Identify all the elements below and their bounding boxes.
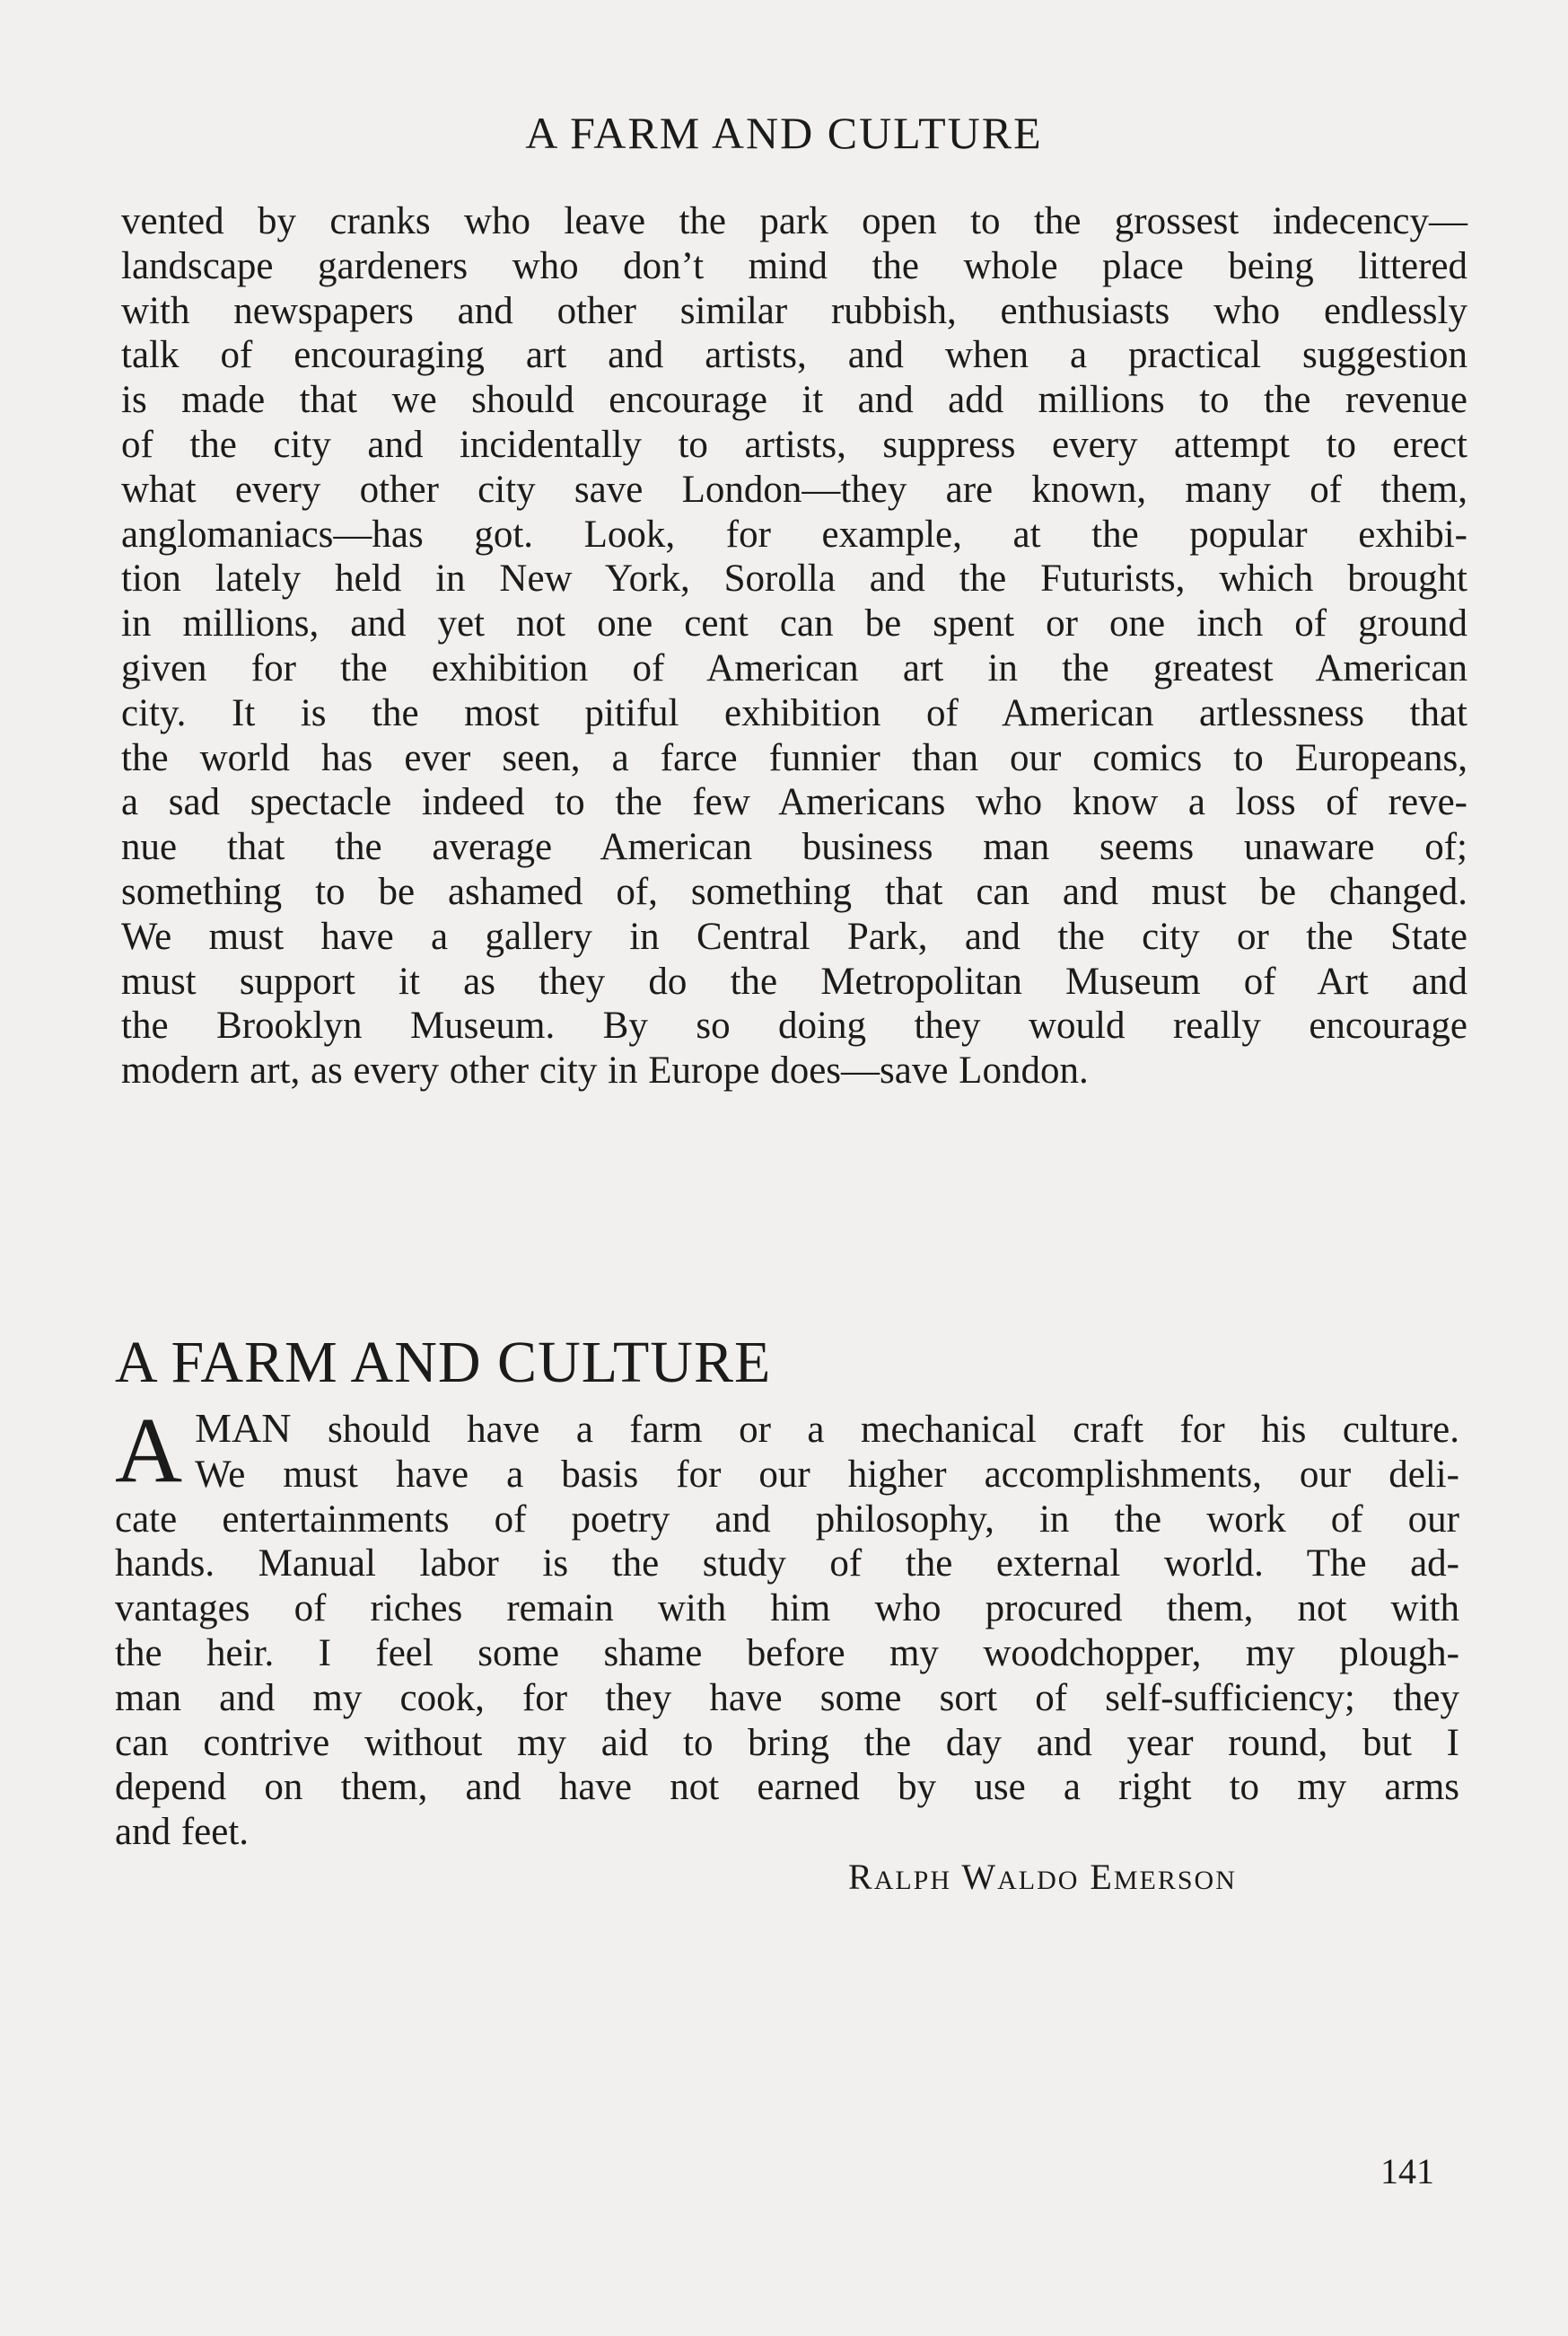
text-line: a sad spectacle indeed to the few Americans who know a loss of reve- (121, 781, 1467, 824)
text-line: the Brooklyn Museum. By so doing they would really encourage (121, 1005, 1467, 1048)
text-line-first (115, 1406, 1459, 1453)
author-last-initial: E (1090, 1857, 1114, 1897)
essay-text (115, 1399, 1459, 1855)
text-line: vantages of riches remain with him who procured them, not with (115, 1587, 1459, 1630)
author-first-initial: R (848, 1857, 874, 1897)
text-line: modern art, as every other city in Europe does—save London. (121, 1049, 1089, 1093)
continued-text (121, 199, 1467, 1093)
text-line: of the city and incidentally to artists, suppress every attempt to erect (121, 423, 1467, 466)
page-number: 141 (1380, 2151, 1434, 2191)
text-line: something to be ashamed of, something that can and must be changed. (121, 870, 1467, 913)
first-line-rest: should have a farm or a mechanical craft for his culture. (291, 1409, 1459, 1451)
running-head: A FARM AND CULTURE (525, 108, 1043, 158)
text-line: We must have a gallery in Central Park, and the city or the State (121, 915, 1467, 958)
author-attribution (848, 1855, 1237, 1903)
author-first-rest: ALPH (873, 1866, 952, 1895)
author-middle-rest: ALDO (997, 1866, 1080, 1895)
text-line: can contrive without my aid to bring the day and year round, but I (115, 1721, 1459, 1764)
drop-cap: A (115, 1399, 183, 1502)
text-line: the heir. I feel some shame before my woodchopper, my plough- (115, 1631, 1459, 1674)
text-line: nue that the average American business man seems unaware of; (121, 826, 1467, 869)
text-line: tion lately held in New York, Sorolla and the Futurists, which brought (121, 558, 1467, 601)
text-line: landscape gardeners who don’t mind the whole place being littered (121, 244, 1467, 287)
text-line: is made that we should encourage it and add millions to the revenue (121, 379, 1467, 422)
text-line: vented by cranks who leave the park open to the grossest indecency— (121, 200, 1467, 242)
text-line: must support it as they do the Metropolitan Museum of Art and (121, 960, 1467, 1003)
text-line: anglomaniacs—has got. Look, for example, at the popular exhibi- (121, 513, 1467, 556)
text-line: cate entertainments of poetry and philosophy, in the work of our (115, 1497, 1459, 1541)
text-line: We must have a basis for our higher accomplishments, our deli- (195, 1453, 1459, 1496)
text-line: in millions, and yet not one cent can be spent or one inch of ground (121, 602, 1467, 645)
text-line: and feet. (115, 1811, 250, 1854)
text-line: city. It is the most pitiful exhibition of American artlessness that (121, 691, 1467, 734)
text-line: talk of encouraging art and artists, and when a practical suggestion (121, 334, 1467, 377)
text-line: the world has ever seen, a farce funnier than our comics to Europeans, (121, 736, 1467, 779)
text-line: man and my cook, for they have some sort of self-sufficiency; they (115, 1676, 1459, 1719)
author-middle-initial: W (961, 1857, 998, 1897)
text-line: depend on them, and have not earned by use a right to my arms (115, 1766, 1459, 1809)
text-line: hands. Manual labor is the study of the external world. The ad- (115, 1542, 1459, 1585)
author-last-rest: MERSON (1113, 1866, 1237, 1895)
first-word: MAN (195, 1405, 292, 1451)
text-line: what every other city save London—they are known, many of them, (121, 468, 1467, 511)
text-line: given for the exhibition of American art in the greatest American (121, 646, 1467, 689)
text-line: with newspapers and other similar rubbish, enthusiasts who endlessly (121, 289, 1467, 332)
section-title: A FARM AND CULTURE (115, 1330, 772, 1395)
